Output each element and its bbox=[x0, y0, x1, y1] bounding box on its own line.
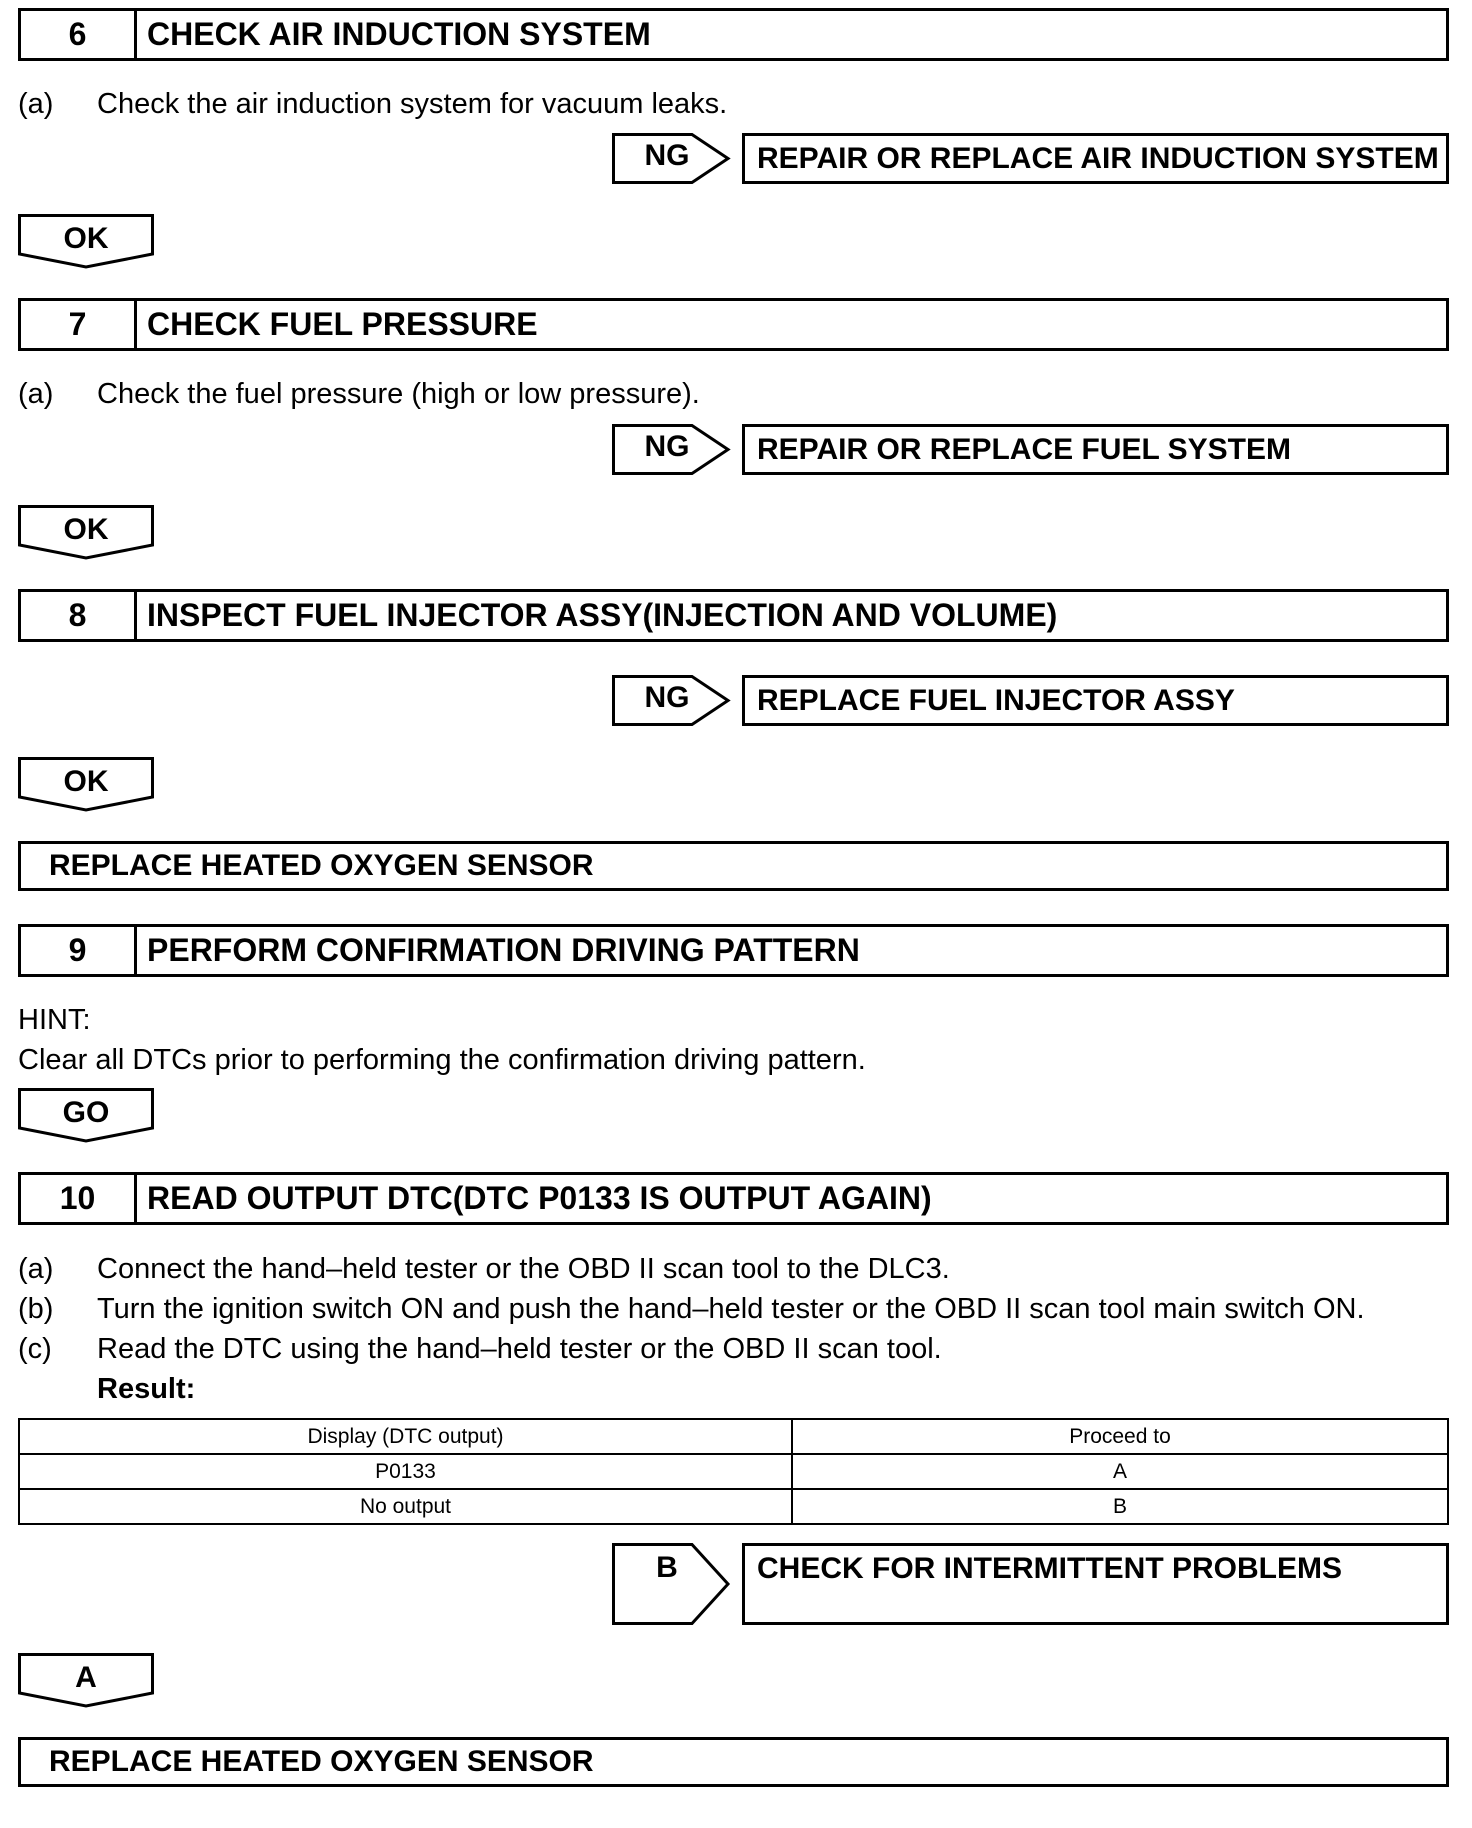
step-number: 10 bbox=[21, 1175, 137, 1222]
table-cell: A bbox=[792, 1454, 1448, 1489]
table-header-cell: Proceed to bbox=[792, 1419, 1448, 1454]
step-number: 7 bbox=[21, 301, 137, 348]
ng-label: NG bbox=[644, 430, 690, 463]
table-cell: No output bbox=[19, 1489, 792, 1524]
step-number: 9 bbox=[21, 927, 137, 974]
instruction-label: (a) bbox=[18, 88, 54, 120]
instruction-label: (b) bbox=[18, 1293, 54, 1325]
ng-label: NG bbox=[644, 139, 690, 172]
instruction-text: Turn the ignition switch ON and push the hand–held tester or the OBD II scan tool main switch ON. bbox=[97, 1293, 1365, 1325]
ok-label: OK bbox=[63, 513, 109, 546]
table-row bbox=[19, 1454, 1448, 1489]
final-action-box: REPLACE HEATED OXYGEN SENSOR bbox=[18, 1737, 1449, 1787]
ok-label: OK bbox=[63, 222, 109, 255]
instruction-text: Check the fuel pressure (high or low pressure). bbox=[97, 378, 700, 410]
instruction-line bbox=[18, 1293, 1365, 1326]
ng-action-box: REPAIR OR REPLACE AIR INDUCTION SYSTEM bbox=[742, 133, 1449, 184]
instruction-label: (a) bbox=[18, 1253, 54, 1285]
b-label: B bbox=[656, 1551, 678, 1584]
step-6-header bbox=[18, 8, 1449, 61]
instruction-label: (a) bbox=[18, 378, 54, 410]
step-number: 8 bbox=[21, 592, 137, 639]
table-cell: P0133 bbox=[19, 1454, 792, 1489]
go-label: GO bbox=[62, 1096, 110, 1129]
table-row bbox=[19, 1489, 1448, 1524]
instruction-text: Check the air induction system for vacuum leaks. bbox=[97, 88, 728, 120]
final-action-box: REPLACE HEATED OXYGEN SENSOR bbox=[18, 841, 1449, 891]
instruction-line bbox=[18, 1333, 942, 1366]
instruction-label: (c) bbox=[18, 1333, 52, 1365]
instruction-line bbox=[18, 1253, 950, 1286]
step-title: CHECK AIR INDUCTION SYSTEM bbox=[147, 16, 651, 52]
hint-text: Clear all DTCs prior to performing the confirmation driving pattern. bbox=[18, 1044, 866, 1076]
result-table bbox=[18, 1418, 1449, 1525]
table-header-row bbox=[19, 1419, 1448, 1454]
table-cell: B bbox=[792, 1489, 1448, 1524]
step-10-header bbox=[18, 1172, 1449, 1225]
ng-action-box: REPLACE FUEL INJECTOR ASSY bbox=[742, 675, 1449, 726]
instruction-text: Read the DTC using the hand–held tester or the OBD II scan tool. bbox=[97, 1333, 942, 1365]
step-7-header bbox=[18, 298, 1449, 351]
result-label: Result: bbox=[97, 1373, 196, 1405]
ok-label: OK bbox=[63, 765, 109, 798]
b-action-box: CHECK FOR INTERMITTENT PROBLEMS bbox=[742, 1543, 1449, 1625]
step-title: PERFORM CONFIRMATION DRIVING PATTERN bbox=[147, 932, 860, 968]
step-title: INSPECT FUEL INJECTOR ASSY(INJECTION AND VOLUME) bbox=[147, 597, 1058, 633]
instruction-line bbox=[18, 88, 727, 121]
step-title: READ OUTPUT DTC(DTC P0133 IS OUTPUT AGAIN) bbox=[147, 1180, 932, 1216]
table-header-cell: Display (DTC output) bbox=[19, 1419, 792, 1454]
hint-label: HINT: bbox=[18, 1004, 91, 1036]
a-label: A bbox=[75, 1661, 97, 1694]
ng-action-box: REPAIR OR REPLACE FUEL SYSTEM bbox=[742, 424, 1449, 475]
step-8-header bbox=[18, 589, 1449, 642]
step-9-header bbox=[18, 924, 1449, 977]
step-number: 6 bbox=[21, 11, 137, 58]
instruction-line bbox=[18, 378, 700, 411]
step-title: CHECK FUEL PRESSURE bbox=[147, 306, 538, 342]
ng-label: NG bbox=[644, 681, 690, 714]
instruction-text: Connect the hand–held tester or the OBD II scan tool to the DLC3. bbox=[97, 1253, 950, 1285]
